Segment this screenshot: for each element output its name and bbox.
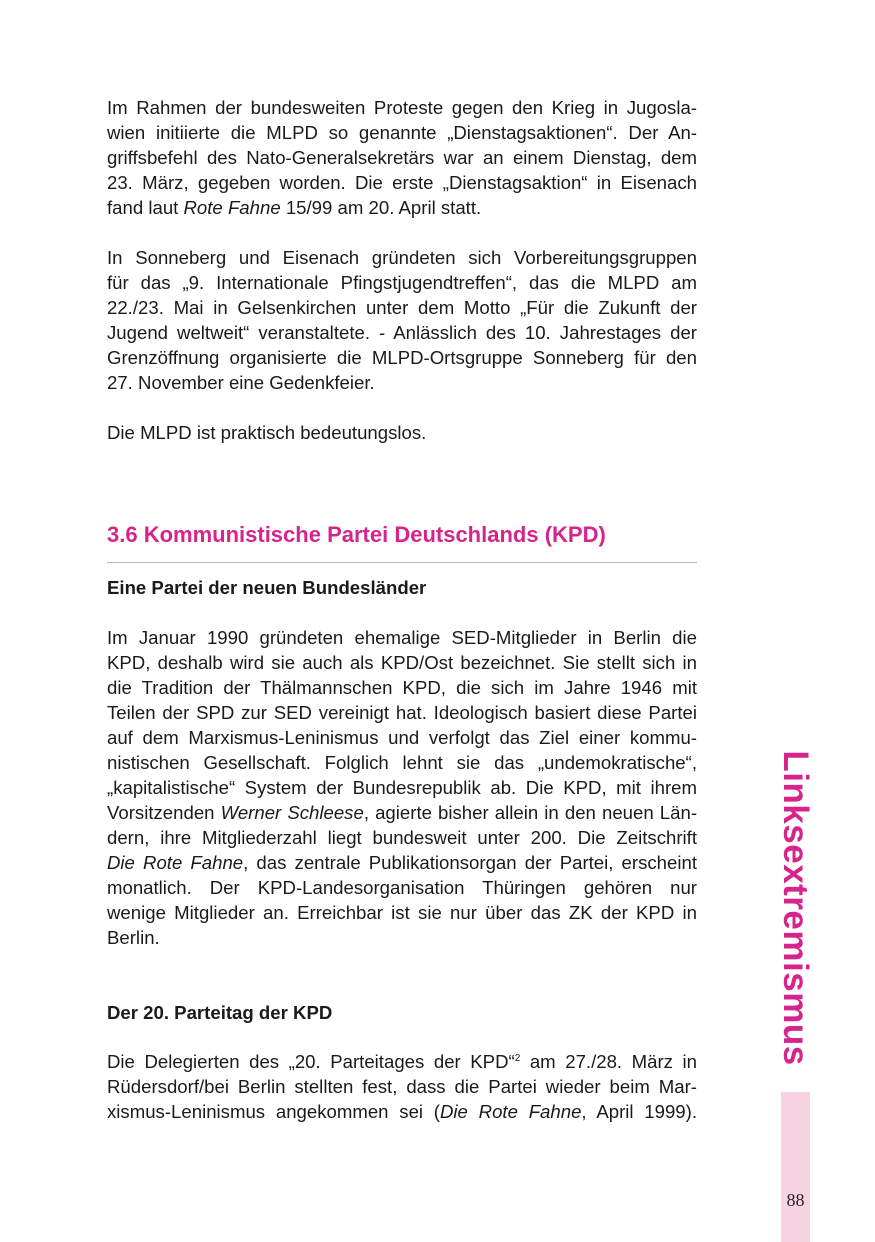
paragraph-kpd-overview: [107, 625, 697, 950]
text-segment: 22./23. Mai in Gelsenkirchen unter dem Motto „Für die Zukunft der: [107, 297, 697, 318]
section-title: 3.6 Kommunistische Partei Deutschlands (KPD): [107, 522, 606, 547]
text-segment: auf dem Marxismus-Leninismus und verfolgt das Ziel einer kommu-: [107, 727, 697, 748]
paragraph-mlpd-conclusion: [107, 420, 697, 445]
text-line: [107, 320, 697, 345]
text-line: [107, 95, 697, 120]
text-line: [107, 145, 697, 170]
text-line: [107, 195, 697, 220]
text-line: [107, 1049, 697, 1074]
text-segment: , das zentrale Publikationsorgan der Partei, erscheint: [243, 852, 697, 873]
chapter-side-label: Linksextremismus: [776, 750, 815, 1066]
text-segment: xismus-Leninismus angekommen sei (: [107, 1101, 440, 1122]
subheading-neue-bundeslaender: Eine Partei der neuen Bundesländer: [107, 577, 427, 598]
text-segment: Teilen der SPD zur SED vereinigt hat. Ideologisch basiert diese Partei: [107, 702, 697, 723]
text-line: [107, 925, 697, 950]
text-segment: In Sonneberg und Eisenach gründeten sich Vorbereitungsgruppen: [107, 247, 697, 268]
italic-title: Die Rote Fahne: [440, 1101, 582, 1122]
text-segment: , agierte bisher allein in den neuen Län-: [363, 802, 698, 823]
text-segment: dern, ihre Mitgliederzahl liegt bundesweit unter 200. Die Zeitschrift: [107, 827, 697, 848]
text-line: [107, 170, 697, 195]
text-line: [107, 1074, 697, 1099]
subheading-parteitag: Der 20. Parteitag der KPD: [107, 1002, 333, 1023]
paragraph-parteitag: [107, 1049, 697, 1124]
text-segment: Jugend weltweit“ veranstaltete. - Anlässlich des 10. Jahrestages der: [107, 322, 697, 343]
text-segment: Berlin.: [107, 927, 160, 948]
text-segment: fand laut: [107, 197, 184, 218]
text-line: [107, 370, 697, 395]
text-line: [107, 245, 697, 270]
text-segment: wien initiierte die MLPD so genannte „Dienstagsaktionen“. Der An-: [107, 122, 697, 143]
text-line: [107, 1099, 697, 1124]
text-segment: für das „9. Internationale Pfingstjugendtreffen“, das die MLPD am: [107, 272, 697, 293]
text-segment: Rüdersdorf/bei Berlin stellten fest, dass die Partei wieder beim Mar-: [107, 1076, 697, 1097]
text-segment: 23. März, gegeben worden. Die erste „Dienstagsaktion“ in Eisenach: [107, 172, 697, 193]
paragraph-pfingsttreffen: [107, 245, 697, 395]
text-segment: nistischen Gesellschaft. Folglich lehnt sie das „undemokratische“,: [107, 752, 697, 773]
text-segment: die Tradition der Thälmannschen KPD, die sich im Jahre 1946 mit: [107, 677, 697, 698]
text-line: [107, 850, 697, 875]
text-segment: am 27./28. März in: [520, 1051, 697, 1072]
text-line: [107, 775, 697, 800]
text-segment: griffsbefehl des Nato-Generalsekretärs war an einem Dienstag, dem: [107, 147, 697, 168]
text-segment: Die Delegierten des „20. Parteitages der KPD“: [107, 1051, 515, 1072]
text-line: [107, 700, 697, 725]
text-segment: Im Rahmen der bundesweiten Proteste gegen den Krieg in Jugosla-: [107, 97, 697, 118]
text-line: [107, 295, 697, 320]
text-line: [107, 825, 697, 850]
text-line: [107, 800, 697, 825]
text-segment: 27. November eine Gedenkfeier.: [107, 372, 375, 393]
text-segment: , April 1999).: [581, 1101, 697, 1122]
text-segment: Die MLPD ist praktisch bedeutungslos.: [107, 422, 427, 443]
section-title-rule: [107, 562, 697, 563]
italic-title: Rote Fahne: [183, 197, 281, 218]
text-line: [107, 875, 697, 900]
footnote-marker: 2: [514, 1052, 521, 1064]
paragraph-mlpd-protests: [107, 95, 697, 220]
text-segment: KPD, deshalb wird sie auch als KPD/Ost bezeichnet. Sie stellt sich in: [107, 652, 697, 673]
chapter-side-tab: [781, 1092, 810, 1242]
text-segment: wenige Mitglieder an. Erreichbar ist sie nur über das ZK der KPD in: [107, 902, 697, 923]
italic-title: Werner Schleese: [220, 802, 364, 823]
text-line: [107, 625, 697, 650]
text-segment: monatlich. Der KPD-Landesorganisation Thüringen gehören nur: [107, 877, 697, 898]
page-number: 88: [786, 1190, 805, 1210]
italic-title: Die Rote Fahne: [107, 852, 244, 873]
text-line: [107, 270, 697, 295]
text-line: [107, 650, 697, 675]
text-line: [107, 675, 697, 700]
text-segment: Grenzöffnung organisierte die MLPD-Ortsgruppe Sonneberg für den: [107, 347, 697, 368]
text-segment: Im Januar 1990 gründeten ehemalige SED-Mitglieder in Berlin die: [107, 627, 697, 648]
text-line: [107, 120, 697, 145]
text-segment: 15/99 am 20. April statt.: [280, 197, 482, 218]
text-line: [107, 420, 697, 445]
text-segment: Vorsitzenden: [107, 802, 221, 823]
text-segment: „kapitalistische“ System der Bundesrepublik ab. Die KPD, mit ihrem: [107, 777, 697, 798]
text-line: [107, 750, 697, 775]
text-line: [107, 900, 697, 925]
text-line: [107, 345, 697, 370]
text-line: [107, 725, 697, 750]
